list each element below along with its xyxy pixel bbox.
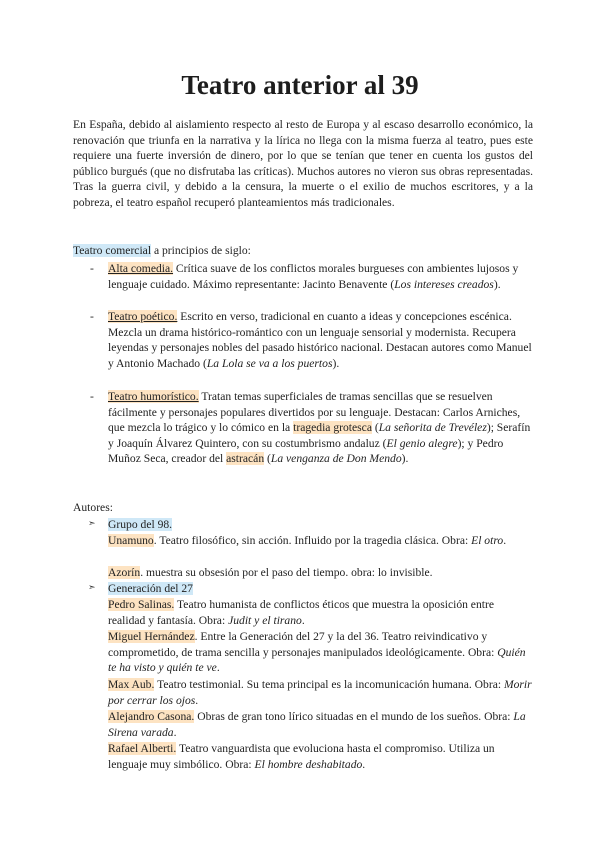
author-text: Teatro vanguardista que evoluciona hasta el compromiso. Utiliza un lenguaje muy simbólico. Obra: (108, 742, 495, 771)
author-name: Rafael Alberti. (108, 742, 177, 755)
list-item-teatro-humoristico (108, 389, 533, 467)
author-text: Obras de gran tono lírico situadas en el mundo de los sueños. Obra: (194, 710, 514, 723)
author-end: . (503, 534, 507, 547)
term-teatro-humoristico: Teatro humorístico. (108, 390, 199, 403)
page-title: Teatro anterior al 39 (181, 70, 419, 100)
group-name: Generación del 27 (108, 582, 193, 595)
item-text: Escrito en verso, tradicional en cuanto a ideas y concepciones escénica. Mezcla un drama histórico-romántico con un lenguaje sensorial y modernista. Recupera leyendas y personajes nobles del pasado histórico nacional. Destacan autores como Manuel y Antonio Machado ( (108, 310, 532, 370)
author-unamuno (108, 533, 533, 549)
work-title: El hombre deshabitado (254, 757, 363, 771)
work-title: El genio alegre (386, 436, 458, 450)
item-end: ). (401, 452, 409, 466)
author-max-aub (108, 677, 533, 708)
list-item-teatro-poetico (108, 309, 533, 371)
author-end: . (301, 613, 305, 627)
arrow-bullet-icon: ➣ (88, 519, 96, 529)
author-end: . (173, 725, 177, 739)
group-grupo-98 (108, 517, 533, 533)
term-teatro-poetico: Teatro poético. (108, 310, 178, 323)
author-alejandro-casona (108, 709, 533, 740)
author-name: Pedro Salinas. (108, 598, 175, 611)
work-title: Los intereses creados (394, 277, 494, 291)
author-text: . Teatro filosófico, sin acción. Influido por la tragedia clásica. Obra: (153, 534, 472, 547)
section-comercial (73, 243, 251, 259)
group-name: Grupo del 98. (108, 518, 173, 531)
work-title: Judit y el tirano (228, 613, 302, 627)
author-name: Max Aub. (108, 678, 155, 691)
author-end: . (362, 757, 366, 771)
author-azorin (108, 565, 533, 581)
item-text: Crítica suave de los conflictos morales burgueses con ambientes lujosos y lenguaje cuidado. Máximo representante: Jacinto Benavente ( (108, 262, 519, 291)
work-title: Quién te ha visto y quién te ve (108, 645, 526, 675)
section-autores-label: Autores: (73, 501, 113, 514)
list-bullet: - (90, 390, 94, 403)
list-bullet: - (90, 310, 94, 323)
author-name: Unamuno (108, 534, 154, 547)
author-text: Teatro testimonial. Su tema principal es la incomunicación humana. Obra: (154, 678, 504, 691)
author-miguel-hernandez (108, 629, 533, 676)
item-text: ( (371, 421, 379, 435)
work-title: La Sirena varada (108, 710, 526, 739)
author-pedro-salinas (108, 597, 533, 628)
author-text: Teatro humanista de conflictos éticos que muestra la oposición entre realidad y fantasía. Obra: (108, 598, 494, 627)
item-text: ( (264, 452, 271, 466)
term-astracan: astracán (226, 452, 265, 466)
author-text: . Entre la Generación del 27 y la del 36. Teatro reivindicativo y comprometido, de trama sencilla y personajes manipulados ideológicamente. Obra: (108, 630, 498, 659)
author-name: Miguel Hernández (108, 630, 195, 643)
work-title: La venganza de Don Mendo (270, 452, 402, 466)
item-end: ). (332, 356, 340, 370)
work-title: El otro (471, 534, 504, 547)
section-comercial-rest: a principios de siglo: (151, 244, 251, 257)
group-generacion-27 (108, 581, 533, 597)
author-name: Azorín (108, 566, 141, 579)
author-rafael-alberti (108, 741, 533, 772)
item-text: ); y Pedro Muñoz Seca, creador del (108, 436, 504, 466)
arrow-bullet-icon: ➣ (88, 583, 96, 593)
intro-paragraph: En España, debido al aislamiento respecto al resto de Europa y al escaso desarrollo económico, la renovación que triunfa en la narrativa y la lírica no llega con la misma fuerza al teatro, pues este requiere una fuerte inversión de dinero, por lo que se tenían que tener en cuenta los gustos del público burgués (que no disfrutaba las críticas). Muchos autores no vieron sus obras representadas. Tras la guerra civil, y debido a la censura, la muerte o el exilio de muchos escritores, y a la pobreza, el teatro español recuperó planteamientos más tradicionales. (73, 118, 533, 209)
author-end: . (216, 661, 220, 675)
work-title: La Lola se va a los puertos (206, 356, 333, 370)
list-item-alta-comedia (108, 261, 533, 292)
list-bullet: - (90, 262, 94, 275)
work-title: La señorita de Trevélez (378, 421, 487, 435)
author-text: . muestra su obsesión por el paso del tiempo. obra: lo invisible. (140, 566, 433, 579)
work-title: Morir por cerrar los ojos (108, 678, 532, 707)
author-name: Alejandro Casona. (108, 710, 195, 723)
section-comercial-label: Teatro comercial (73, 244, 152, 257)
item-text: ); Serafín y Joaquín Álvarez Quintero, con su costumbrismo andaluz ( (108, 421, 531, 450)
term-tragedia-grotesca: tragedia grotesca (293, 421, 372, 435)
author-end: . (195, 693, 199, 707)
term-alta-comedia: Alta comedia. (108, 262, 174, 275)
item-text: Tratan temas superficiales de tramas sencillas que se resuelven fácilmente y personajes populares divertidos por su lenguaje. Destacan: Carlos Arniches, que mezcla lo trágico y lo cómico en la (108, 390, 521, 435)
item-end: ). (493, 277, 501, 291)
